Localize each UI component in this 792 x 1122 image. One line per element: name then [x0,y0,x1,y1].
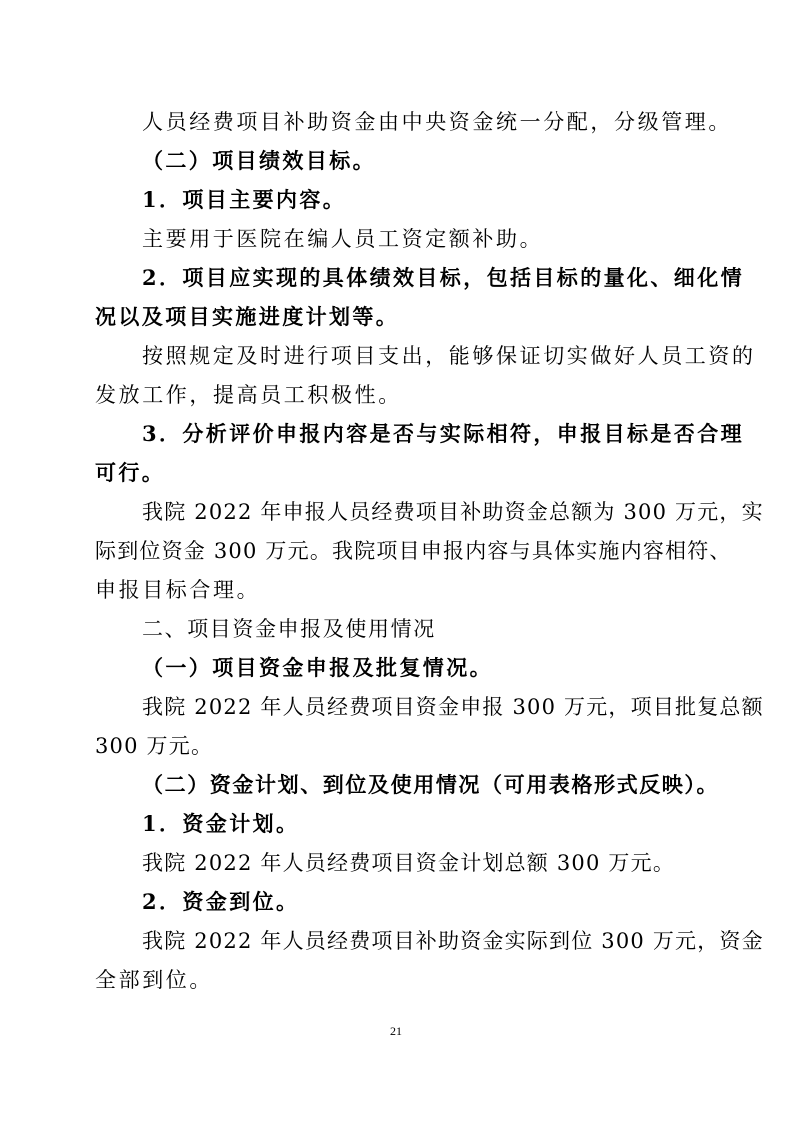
paragraph-funding-arrival-line1: 我院 2022 年人员经费项目补助资金实际到位 300 万元，资金 [142,929,764,953]
paragraph-funding-arrival-line2: 全部到位。 [95,968,213,992]
heading-funding-application: （一）项目资金申报及批复情况。 [142,655,493,680]
paragraph-analysis-line2: 际到位资金 300 万元。我院项目申报内容与具体实施内容相符、 [95,539,732,563]
page-number: 21 [390,1024,402,1038]
paragraph-specific-goals-line2: 发放工作，提高员工积极性。 [95,383,402,407]
section-heading-funding-usage: 二、项目资金申报及使用情况 [142,617,436,641]
heading-funding-plan-usage: （二）资金计划、到位及使用情况（可用表格形式反映）。 [142,772,720,797]
paragraph-analysis-line3: 申报目标合理。 [95,578,261,602]
heading-main-content: 1．项目主要内容。 [142,187,347,212]
paragraph-analysis-line1: 我院 2022 年申报人员经费项目补助资金总额为 300 万元，实 [142,500,764,524]
paragraph-main-content: 主要用于医院在编人员工资定额补助。 [142,227,544,251]
heading-specific-goals-line1: 2．项目应实现的具体绩效目标，包括目标的量化、细化情 [142,265,745,290]
paragraph-specific-goals-line1: 按照规定及时进行项目支出，能够保证切实做好人员工资的 [142,344,756,368]
heading-performance-goals: （二）项目绩效目标。 [142,148,376,173]
paragraph-funding-application-line2: 300 万元。 [95,734,214,758]
paragraph-funding-plan: 我院 2022 年人员经费项目资金计划总额 300 万元。 [142,851,676,875]
heading-funding-plan: 1．资金计划。 [142,811,300,836]
heading-specific-goals-line2: 况以及项目实施进度计划等。 [95,304,400,329]
heading-analysis-line2: 可行。 [95,460,166,485]
paragraph-funding-application-line1: 我院 2022 年人员经费项目资金申报 300 万元，项目批复总额 [142,695,764,719]
heading-funding-arrival: 2．资金到位。 [142,889,300,914]
heading-analysis-line1: 3．分析评价申报内容是否与实际相符，申报目标是否合理 [142,421,745,446]
paragraph-funding-allocation: 人员经费项目补助资金由中央资金统一分配，分级管理。 [142,110,732,134]
